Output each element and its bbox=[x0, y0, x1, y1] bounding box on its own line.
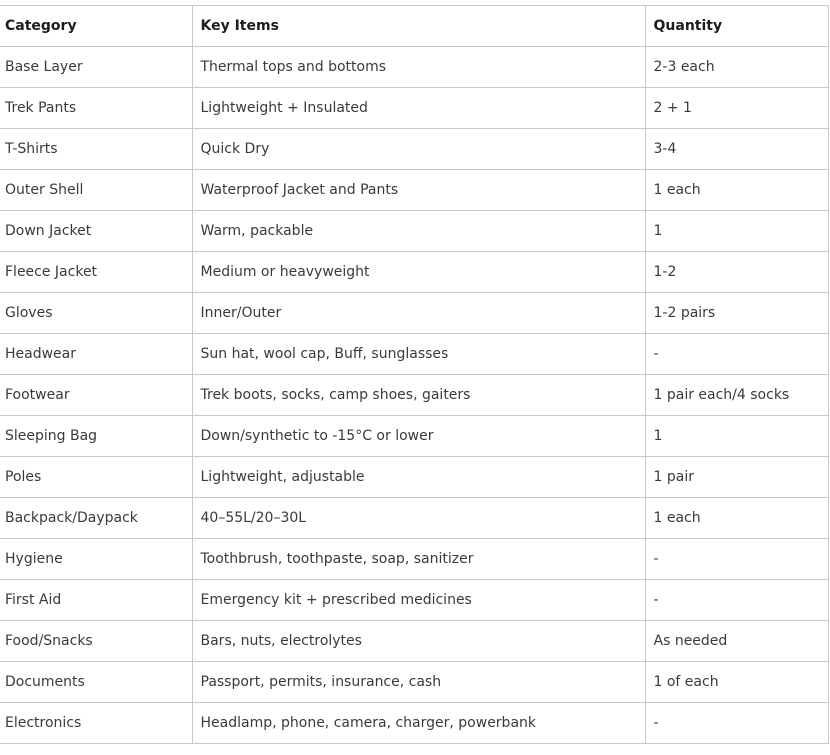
cell-quantity: 1 bbox=[645, 416, 828, 457]
cell-category: Gloves bbox=[0, 293, 192, 334]
table-body bbox=[0, 47, 828, 744]
cell-category: First Aid bbox=[0, 580, 192, 621]
table-row bbox=[0, 211, 828, 252]
cell-key-items: Trek boots, socks, camp shoes, gaiters bbox=[192, 375, 645, 416]
cell-category: Headwear bbox=[0, 334, 192, 375]
cell-quantity: 2 + 1 bbox=[645, 88, 828, 129]
cell-quantity: 2-3 each bbox=[645, 47, 828, 88]
table-row bbox=[0, 129, 828, 170]
column-header-category: Category bbox=[0, 6, 192, 47]
cell-quantity: 1 bbox=[645, 211, 828, 252]
cell-quantity: - bbox=[645, 334, 828, 375]
table-row bbox=[0, 88, 828, 129]
column-header-quantity: Quantity bbox=[645, 6, 828, 47]
cell-key-items: Quick Dry bbox=[192, 129, 645, 170]
cell-category: T-Shirts bbox=[0, 129, 192, 170]
table-row bbox=[0, 252, 828, 293]
cell-category: Poles bbox=[0, 457, 192, 498]
cell-category: Footwear bbox=[0, 375, 192, 416]
cell-quantity: As needed bbox=[645, 621, 828, 662]
table-header-row bbox=[0, 6, 828, 47]
cell-category: Backpack/Daypack bbox=[0, 498, 192, 539]
table-row bbox=[0, 662, 828, 703]
table-row bbox=[0, 293, 828, 334]
table-row bbox=[0, 375, 828, 416]
cell-key-items: Thermal tops and bottoms bbox=[192, 47, 645, 88]
cell-quantity: 1-2 pairs bbox=[645, 293, 828, 334]
cell-key-items: Lightweight, adjustable bbox=[192, 457, 645, 498]
cell-category: Documents bbox=[0, 662, 192, 703]
cell-quantity: 1 pair each/4 socks bbox=[645, 375, 828, 416]
packing-list-table-container bbox=[0, 5, 829, 744]
table-row bbox=[0, 621, 828, 662]
cell-category: Sleeping Bag bbox=[0, 416, 192, 457]
cell-key-items: Sun hat, wool cap, Buff, sunglasses bbox=[192, 334, 645, 375]
table-row bbox=[0, 47, 828, 88]
cell-category: Outer Shell bbox=[0, 170, 192, 211]
cell-key-items: Waterproof Jacket and Pants bbox=[192, 170, 645, 211]
table-row bbox=[0, 703, 828, 744]
cell-key-items: Medium or heavyweight bbox=[192, 252, 645, 293]
cell-category: Fleece Jacket bbox=[0, 252, 192, 293]
cell-key-items: Inner/Outer bbox=[192, 293, 645, 334]
cell-quantity: 1-2 bbox=[645, 252, 828, 293]
table-row bbox=[0, 334, 828, 375]
cell-key-items: Warm, packable bbox=[192, 211, 645, 252]
cell-quantity: 3-4 bbox=[645, 129, 828, 170]
cell-quantity: - bbox=[645, 703, 828, 744]
cell-key-items: Bars, nuts, electrolytes bbox=[192, 621, 645, 662]
cell-quantity: - bbox=[645, 580, 828, 621]
cell-category: Base Layer bbox=[0, 47, 192, 88]
table-row bbox=[0, 498, 828, 539]
cell-key-items: Passport, permits, insurance, cash bbox=[192, 662, 645, 703]
cell-quantity: 1 each bbox=[645, 498, 828, 539]
column-header-key-items: Key Items bbox=[192, 6, 645, 47]
cell-category: Trek Pants bbox=[0, 88, 192, 129]
table-row bbox=[0, 457, 828, 498]
table-row bbox=[0, 170, 828, 211]
packing-list-table bbox=[0, 5, 829, 744]
cell-quantity: 1 each bbox=[645, 170, 828, 211]
table-row bbox=[0, 539, 828, 580]
cell-category: Hygiene bbox=[0, 539, 192, 580]
cell-key-items: 40–55L/20–30L bbox=[192, 498, 645, 539]
table-row bbox=[0, 580, 828, 621]
cell-category: Down Jacket bbox=[0, 211, 192, 252]
cell-key-items: Down/synthetic to -15°C or lower bbox=[192, 416, 645, 457]
cell-key-items: Headlamp, phone, camera, charger, powerbank bbox=[192, 703, 645, 744]
cell-category: Food/Snacks bbox=[0, 621, 192, 662]
cell-category: Electronics bbox=[0, 703, 192, 744]
cell-key-items: Toothbrush, toothpaste, soap, sanitizer bbox=[192, 539, 645, 580]
table-row bbox=[0, 416, 828, 457]
cell-quantity: 1 pair bbox=[645, 457, 828, 498]
cell-quantity: 1 of each bbox=[645, 662, 828, 703]
cell-key-items: Lightweight + Insulated bbox=[192, 88, 645, 129]
cell-key-items: Emergency kit + prescribed medicines bbox=[192, 580, 645, 621]
cell-quantity: - bbox=[645, 539, 828, 580]
